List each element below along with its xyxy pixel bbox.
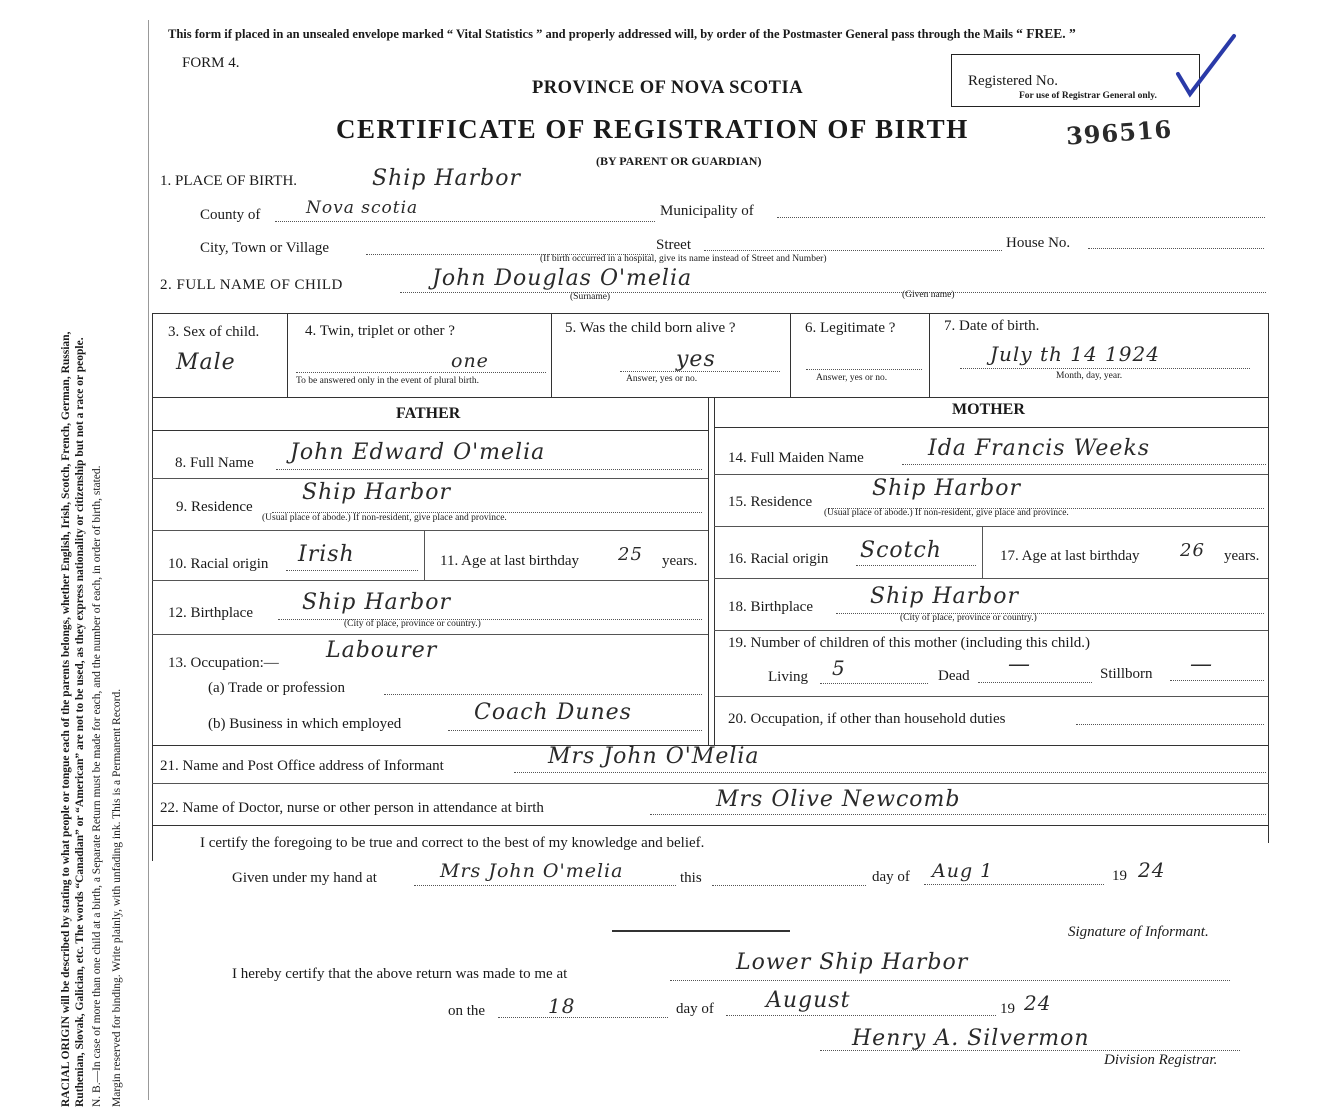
father-age-value: 25 [618,544,643,565]
surname-note: (Surname) [570,292,611,302]
postal-notice: This form if placed in an unsealed envelope marked “ Vital Statistics ” and properly addressed will, by order of the Postmaster General pass through the Mails “ FREE. ” [168,26,1076,41]
father-occupation-value: Labourer [326,638,438,663]
certify-text: I certify the foregoing to be true and correct to the best of my knowledge and belief. [200,835,705,851]
trade-label: (a) Trade or profession [208,680,346,696]
dob-value: July th 14 1924 [990,342,1160,366]
father-racial-value: Irish [298,542,355,567]
on-the-label: on the [448,1003,486,1019]
form-number: FORM 4. [182,55,240,71]
given-at-value: Mrs John O'melia [440,860,624,882]
mother-age-value: 26 [1180,540,1205,561]
place-of-birth-value: Ship Harbor [372,166,522,191]
dob-label: 7. Date of birth. [944,318,1040,334]
father-residence-label: 9. Residence [176,499,253,515]
racial-origin-note-1: RACIAL ORIGIN will be described by stating to what people or tongue each of the parents belongs, whether English, Irish, Scotch, French, German, Russian, [60,331,72,1107]
father-heading: FATHER [396,405,461,422]
legitimate-label: 6. Legitimate ? [805,320,896,336]
registration-year-prefix: 19 [1000,1001,1015,1017]
given-name-note: (Given name) [902,290,955,300]
mother-age-label: 17. Age at last birthday [1000,548,1140,564]
registration-year-value: 24 [1024,991,1052,1015]
racial-origin-note-2: Ruthenian, Slovak, Galician, etc. The words “Canadian” or “American” are not to be used, as they express nationality or citizenship but not a race or people. [73,337,86,1107]
mother-age-years: years. [1224,548,1260,564]
sex-label: 3. Sex of child. [168,324,260,340]
given-year-value: 24 [1138,858,1166,882]
mother-residence-value: Ship Harbor [872,476,1022,501]
place-of-birth-label: 1. PLACE OF BIRTH. [160,173,298,189]
signature-informant-label: Signature of Informant. [1068,924,1209,940]
division-registrar-label: Division Registrar. [1104,1052,1218,1068]
province-heading: PROVINCE OF NOVA SCOTIA [532,78,804,98]
day-of-label: day of [872,869,910,885]
county-label: County of [200,207,261,223]
sex-value: Male [176,350,236,375]
mother-residence-note: (Usual place of abode.) If non-resident, give place and province. [824,508,1069,518]
registration-month-value: August [766,988,851,1013]
certificate-title: CERTIFICATE OF REGISTRATION OF BIRTH [336,114,969,144]
house-no-label: House No. [1006,235,1071,251]
living-value: 5 [832,656,846,680]
twin-note: To be answered only in the event of plural birth. [296,376,479,386]
nb-note: N. B.—In case of more than one child at a birth, a Separate Return must be made for each, and the number of each, in order of birth, stated. [91,465,103,1107]
twin-label: 4. Twin, triplet or other ? [305,323,455,339]
mother-birthplace-note: (City of place, province or country.) [900,613,1037,623]
child-name-value: John Douglas O'melia [432,266,693,291]
stillborn-value: — [1190,652,1213,677]
margin-rule [148,20,149,1100]
twin-value: one [451,350,489,372]
registration-number: 396516 [1065,114,1174,151]
doctor-value: Mrs Olive Newcomb [716,787,961,812]
child-name-label: 2. FULL NAME OF CHILD [160,277,343,293]
given-year-prefix: 19 [1112,868,1127,884]
hospital-note: (If birth occurred in a hospital, give its name instead of Street and Number) [540,254,827,264]
mother-occupation-label: 20. Occupation, if other than household duties [728,711,1006,727]
margin-instructions [60,0,140,1107]
informant-value: Mrs John O'Melia [548,744,760,769]
mother-birthplace-label: 18. Birthplace [728,599,813,615]
father-age-label: 11. Age at last birthday [440,553,579,569]
day-of-label-2: day of [676,1001,714,1017]
alive-label: 5. Was the child born alive ? [565,320,736,336]
father-racial-label: 10. Racial origin [168,556,269,572]
father-birthplace-note: (City of place, province or country.) [344,619,481,629]
registrar-place-value: Lower Ship Harbor [736,950,969,975]
municipality-label: Municipality of [660,203,754,219]
business-value: Coach Dunes [474,700,632,725]
certificate-subtitle: (BY PARENT OR GUARDIAN) [596,154,762,168]
living-label: Living [768,669,808,685]
mother-birthplace-value: Ship Harbor [870,584,1020,609]
street-label: Street [656,237,691,253]
registrar-certify-label: I hereby certify that the above return was made to me at [232,966,568,982]
father-occupation-label: 13. Occupation:— [168,655,279,671]
given-under-label: Given under my hand at [232,870,377,886]
registered-label: Registered No. [968,73,1058,89]
father-age-years: years. [662,553,698,569]
father-name-value: John Edward O'melia [290,440,546,465]
city-label: City, Town or Village [200,240,330,256]
dead-label: Dead [938,668,970,684]
doctor-label: 22. Name of Doctor, nurse or other person in attendance at birth [160,800,544,816]
this-label: this [680,870,702,886]
father-residence-value: Ship Harbor [302,480,452,505]
mother-heading: MOTHER [952,401,1025,418]
registrar-signature: Henry A. Silvermon [852,1026,1090,1051]
margin-note: Margin reserved for binding. Write plainly, with unfading ink. This is a Permanent Record. [110,688,123,1107]
father-birthplace-value: Ship Harbor [302,590,452,615]
alive-value: yes [676,347,716,372]
alive-note: Answer, yes or no. [626,374,698,384]
checkmark-icon [1170,28,1240,108]
mother-racial-value: Scotch [860,538,942,563]
business-label: (b) Business in which employed [208,716,402,732]
informant-label: 21. Name and Post Office address of Informant [160,758,444,774]
county-value: Nova scotia [306,198,419,218]
legitimate-note: Answer, yes or no. [816,373,888,383]
dob-note: Month, day, year. [1056,371,1123,381]
children-label: 19. Number of children of this mother (including this child.) [728,635,1091,651]
mother-racial-label: 16. Racial origin [728,551,829,567]
mother-residence-label: 15. Residence [728,494,813,510]
dead-value: — [1008,652,1031,677]
registered-box [951,54,1200,107]
given-day-value: Aug 1 [932,860,994,882]
registered-note: For use of Registrar General only. [1019,91,1157,101]
father-residence-note: (Usual place of abode.) If non-resident, give place and province. [262,513,507,523]
father-birthplace-label: 12. Birthplace [168,605,253,621]
father-name-label: 8. Full Name [175,455,254,471]
registration-day-value: 18 [548,994,576,1018]
stillborn-label: Stillborn [1100,666,1153,682]
mother-name-label: 14. Full Maiden Name [728,450,864,466]
mother-name-value: Ida Francis Weeks [928,436,1151,461]
